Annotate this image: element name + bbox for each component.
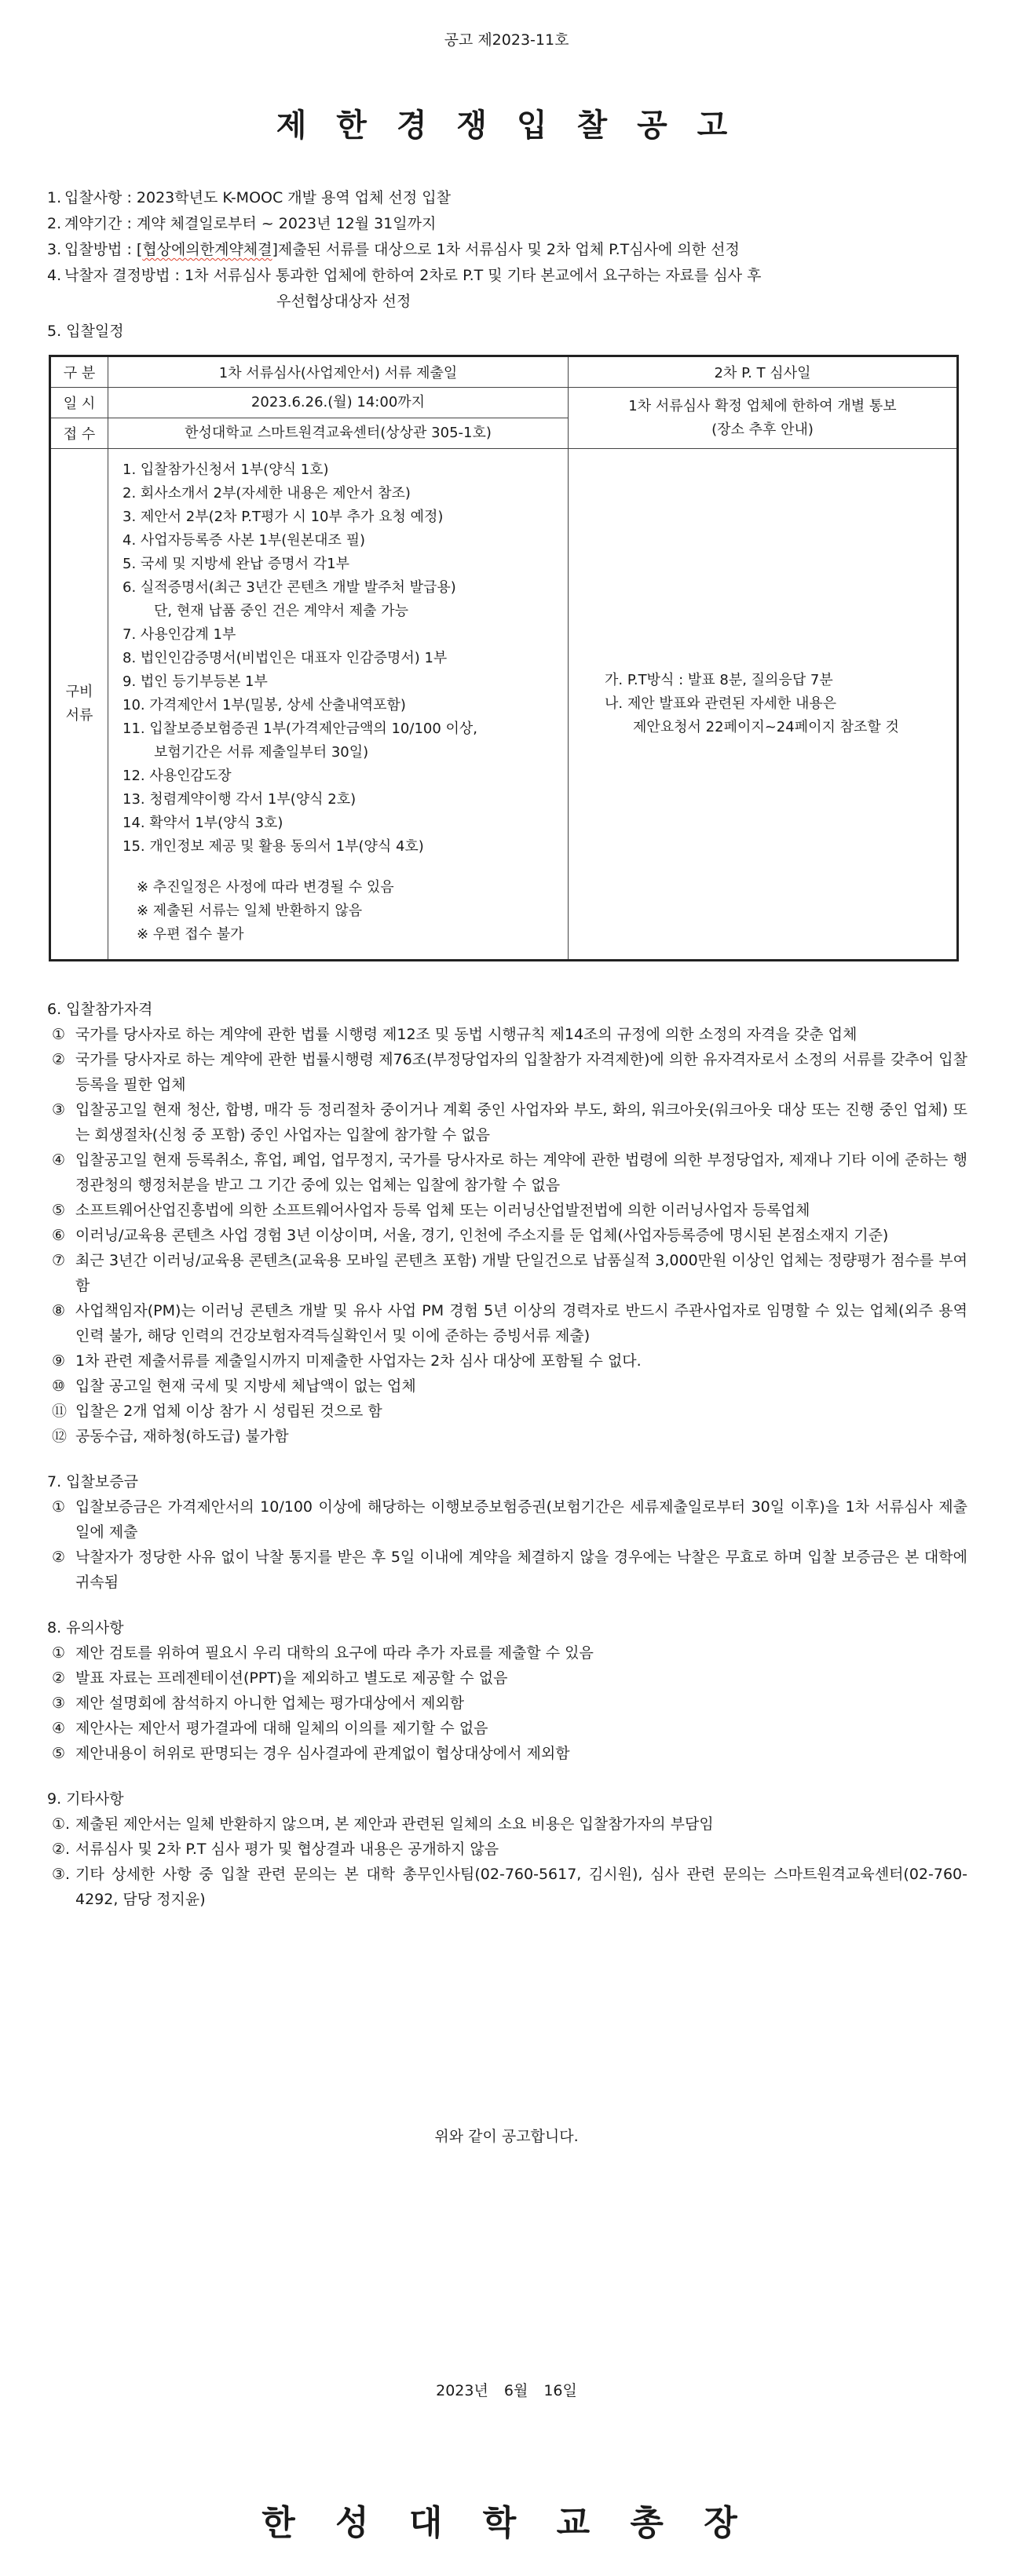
item-marker: ④ xyxy=(52,1151,66,1169)
item-text: 제안 검토를 위하여 필요시 우리 대학의 요구에 따라 추가 자료를 제출할 수 있음 xyxy=(75,1644,594,1662)
summary-item-4 xyxy=(47,263,974,289)
item-marker: ⑤ xyxy=(52,1745,66,1762)
item-marker: ⑧ xyxy=(52,1302,66,1319)
item-text: 기타 상세한 사항 중 입찰 관련 문의는 본 대학 총무인사팀(02-760-5617, 김시원), 심사 관련 문의는 스마트원격교육센터(02-760-4292, 담당 정지윤) xyxy=(75,1866,967,1908)
item-text: 제안내용이 허위로 판명되는 경우 심사결과에 관계없이 협상대상에서 제외함 xyxy=(75,1745,570,1762)
list-item xyxy=(47,1716,967,1741)
list-item: 3. 제안서 2부(2차 P.T평가 시 10부 추가 요청 예정) xyxy=(123,509,444,525)
stage2-line: 1차 서류심사 확정 업체에 한하여 개별 통보 xyxy=(628,397,897,414)
note-item: ※ 추진일정은 사정에 따라 변경될 수 있음 xyxy=(137,879,394,896)
item-marker: ⑥ xyxy=(52,1227,66,1244)
row-label-date: 일 시 xyxy=(50,388,108,418)
header-cell-stage1: 1차 서류심사(사업제안서) 서류 제출일 xyxy=(108,356,569,388)
item-text xyxy=(64,237,740,263)
schedule-title: 5. 입찰일정 xyxy=(47,323,124,340)
other-list xyxy=(47,1812,967,1912)
item-marker: ④ xyxy=(52,1720,66,1737)
item-text: 제안 설명회에 참석하지 아니한 업체는 평가대상에서 제외함 xyxy=(75,1695,465,1712)
section-title-cautions: 8. 유의사항 xyxy=(47,1619,124,1636)
header-cell-stage2: 2차 P. T 심사일 xyxy=(569,356,958,388)
item-text: 이러닝/교육용 콘텐츠 사업 경험 3년 이상이며, 서울, 경기, 인천에 주소지를 둔 업체(사업자등록증에 명시된 본점소재지 기준) xyxy=(75,1227,889,1244)
item-text: 입찰공고일 현재 청산, 합병, 매각 등 정리절차 중이거나 계획 중인 사업자와 부도, 화의, 워크아웃(워크아웃 대상 또는 진행 중인 업체) 또는 회생절차(신청 중 포함) 중인 사업자는 입찰에 참가할 수 없음 xyxy=(75,1101,967,1144)
schedule-notes xyxy=(123,876,557,947)
pt-line: 나. 제안 발표와 관련된 자세한 내용은 xyxy=(605,695,837,712)
item-text: 1차 관련 제출서류를 제출일시까지 미제출한 사업자는 2차 심사 대상에 포함될 수 없다. xyxy=(75,1352,642,1370)
item-number: 3. xyxy=(47,241,62,258)
item-text: 입찰보증금은 가격제안서의 10/100 이상에 해당하는 이행보증보험증권(보험기간은 세류제출일로부터 30일 이후)을 1차 서류심사 제출일에 제출 xyxy=(75,1498,967,1541)
list-item: 10. 가격제안서 1부(밀봉, 상세 산출내역포함) xyxy=(123,697,406,713)
item-marker: ① xyxy=(52,1498,66,1516)
list-item: 7. 사용인감계 1부 xyxy=(123,626,236,643)
item-continuation: 우선협상대상자 선정 xyxy=(276,293,411,310)
item-text-pre: 입찰방법 : [ xyxy=(64,241,143,258)
list-item xyxy=(47,1399,967,1424)
list-item xyxy=(47,1691,967,1716)
item-text-highlight: 협상에의한계약체결 xyxy=(142,241,272,258)
list-item: 12. 사용인감도장 xyxy=(123,768,232,784)
date-value: 2023.6.26.(월) 14:00까지 xyxy=(108,388,569,418)
page-title: 제 한 경 쟁 입 찰 공 고 xyxy=(276,108,737,144)
item-marker: ② xyxy=(52,1051,66,1068)
header-cell-label: 구 분 xyxy=(50,356,108,388)
list-item xyxy=(47,1741,967,1766)
section-title-qualifications: 6. 입찰참가자격 xyxy=(47,1001,153,1018)
list-item: 8. 법인인감증명서(비법인은 대표자 인감증명서) 1부 xyxy=(123,650,448,666)
pt-line: 제안요청서 22페이지~24페이지 참조할 것 xyxy=(633,719,899,735)
item-marker: ⑪ xyxy=(52,1403,68,1420)
item-text: 사업책임자(PM)는 이러닝 콘텐츠 개발 및 유사 사업 PM 경험 5년 이상의 경력자로 반드시 주관사업자로 임명할 수 있는 업체(외주 용역 인력 불가, 해당 인력의 건강보험자격득실확인서 및 이에 준하는 증빙서류 제출) xyxy=(75,1302,967,1345)
item-text: 입찰공고일 현재 등록취소, 휴업, 폐업, 업무정지, 국가를 당사자로 하는 계약에 관한 법령에 의한 부정당업자, 제재나 기타 이에 준하는 행정관청의 행정처분을 받고 그 기간 중에 있는 업체는 입찰에 참가할 수 없음 xyxy=(75,1151,967,1194)
list-item xyxy=(47,1640,967,1666)
list-item: 13. 청렴계약이행 각서 1부(양식 2호) xyxy=(123,791,357,808)
summary-item-1 xyxy=(47,185,974,211)
item-text: 국가를 당사자로 하는 계약에 관한 법률 시행령 제12조 및 동법 시행규칙 제14조의 규정에 의한 소정의 자격을 갖춘 업체 xyxy=(75,1026,858,1043)
list-item: 단, 현재 납품 중인 건은 계약서 제출 가능 xyxy=(154,603,408,619)
item-marker: ⑤ xyxy=(52,1202,66,1219)
list-item xyxy=(47,1022,967,1047)
list-item xyxy=(47,1223,967,1248)
summary-item-2 xyxy=(47,211,974,237)
list-item: 14. 확약서 1부(양식 3호) xyxy=(123,815,283,831)
list-item xyxy=(47,1374,967,1399)
qualification-list xyxy=(47,1022,967,1449)
list-item: 6. 실적증명서(최근 3년간 콘텐츠 개발 발주처 발급용) xyxy=(123,579,456,596)
item-marker: ① xyxy=(52,1026,66,1043)
item-marker: ①. xyxy=(52,1815,71,1833)
place-value: 한성대학교 스마트원격교육센터(상상관 305-1호) xyxy=(108,418,569,449)
summary-item-3 xyxy=(47,237,974,263)
item-text: 공동수급, 재하청(하도급) 불가함 xyxy=(75,1428,289,1445)
item-marker: ⑦ xyxy=(52,1252,66,1269)
item-marker: ②. xyxy=(52,1841,71,1858)
list-item: 보험기간은 서류 제출일부터 30일) xyxy=(154,744,369,761)
list-item xyxy=(47,1348,967,1374)
table-row-date xyxy=(50,388,958,418)
item-marker: ③ xyxy=(52,1101,66,1118)
item-text: 소프트웨어산업진흥법에 의한 소프트웨어사업자 등록 업체 또는 이러닝산업발전법에 의한 이러닝사업자 등록업체 xyxy=(75,1202,810,1219)
list-item xyxy=(47,1494,967,1545)
list-item xyxy=(47,1545,967,1595)
list-item: 11. 입찰보증보험증권 1부(가격제안금액의 10/100 이상, xyxy=(123,721,478,737)
caution-list xyxy=(47,1640,967,1766)
stage2-line: (장소 추후 안내) xyxy=(711,421,814,438)
item-number: 1. xyxy=(47,189,62,206)
deposit-list xyxy=(47,1494,967,1595)
item-marker: ③ xyxy=(52,1695,66,1712)
row-label-docs xyxy=(50,449,108,961)
item-marker: ⑨ xyxy=(52,1352,66,1370)
item-text: 최근 3년간 이러닝/교육용 콘텐츠(교육용 모바일 콘텐츠 포함) 개발 단일건으로 납품실적 3,000만원 이상인 업체는 정량평가 점수를 부여함 xyxy=(75,1252,967,1294)
row-label-docs-line: 구비 xyxy=(65,684,93,700)
item-number: 2. xyxy=(47,215,62,232)
list-item: 9. 법인 등기부등본 1부 xyxy=(123,673,268,690)
list-item xyxy=(47,1047,967,1097)
list-item xyxy=(47,1097,967,1148)
list-item xyxy=(47,1424,967,1449)
note-item: ※ 우편 접수 불가 xyxy=(137,926,244,943)
list-item: 2. 회사소개서 2부(자세한 내용은 제안서 참조) xyxy=(123,485,411,502)
item-marker: ② xyxy=(52,1669,66,1687)
item-marker: ② xyxy=(52,1549,66,1566)
pt-method-info xyxy=(569,449,958,961)
item-marker: ⑩ xyxy=(52,1377,66,1395)
pt-line: 가. P.T방식 : 발표 8분, 질의응답 7분 xyxy=(605,672,833,688)
list-item xyxy=(47,1248,967,1298)
closing-statement: 위와 같이 공고합니다. xyxy=(434,2128,579,2145)
table-row-docs xyxy=(50,449,958,961)
list-item: 1. 입찰참가신청서 1부(양식 1호) xyxy=(123,462,329,478)
summary-list xyxy=(47,185,974,315)
item-text: 발표 자료는 프레젠테이션(PPT)을 제외하고 별도로 제공할 수 없음 xyxy=(75,1669,508,1687)
table-header-row xyxy=(50,356,958,388)
list-item xyxy=(47,1148,967,1198)
list-item: 4. 사업자등록증 사본 1부(원본대조 필) xyxy=(123,532,365,549)
list-item xyxy=(47,1198,967,1223)
item-marker: ① xyxy=(52,1644,66,1662)
list-item: 5. 국세 및 지방세 완납 증명서 각1부 xyxy=(123,556,349,572)
detail-sections xyxy=(47,997,967,1912)
spacer xyxy=(47,1449,967,1469)
item-text: 낙찰자가 정당한 사유 없이 낙찰 통지를 받은 후 5일 이내에 계약을 체결하지 않을 경우에는 낙찰은 무효로 하며 입찰 보증금은 본 대학에 귀속됨 xyxy=(75,1549,967,1591)
item-marker: ⑫ xyxy=(52,1428,68,1445)
list-item xyxy=(47,1298,967,1348)
row-label-docs-line: 서류 xyxy=(65,707,93,724)
list-item xyxy=(47,1666,967,1691)
item-text: 입찰사항 : 2023학년도 K-MOOC 개발 용역 업체 선정 입찰 xyxy=(64,189,451,206)
notice-date: 2023년 6월 16일 xyxy=(436,2382,577,2399)
item-number: 4. xyxy=(47,267,62,284)
list-item: 15. 개인정보 제공 및 활용 동의서 1부(양식 4호) xyxy=(123,838,424,855)
spacer xyxy=(47,1766,967,1786)
item-text: 입찰은 2개 업체 이상 참가 시 성립된 것으로 함 xyxy=(75,1403,382,1420)
item-text: 제출된 제안서는 일체 반환하지 않으며, 본 제안과 관련된 일체의 소요 비용은 입찰참가자의 부담임 xyxy=(75,1815,714,1833)
note-item: ※ 제출된 서류는 일체 반환하지 않음 xyxy=(137,903,363,919)
list-item xyxy=(47,1862,967,1912)
issuer-name: 한 성 대 학 교 총 장 xyxy=(261,2503,752,2543)
required-documents xyxy=(108,449,569,961)
stage2-info xyxy=(569,388,958,449)
list-item xyxy=(47,1812,967,1837)
item-text: 국가를 당사자로 하는 계약에 관한 법률시행령 제76조(부정당업자의 입찰참가 자격제한)에 의한 유자격자로서 소정의 서류를 갖추어 입찰등록을 필한 업체 xyxy=(75,1051,967,1093)
item-text: 제안사는 제안서 평가결과에 대해 일체의 이의를 제기할 수 없음 xyxy=(75,1720,488,1737)
item-text: 입찰 공고일 현재 국세 및 지방세 체납액이 없는 업체 xyxy=(75,1377,416,1395)
item-text: 서류심사 및 2차 P.T 심사 평가 및 협상결과 내용은 공개하지 않음 xyxy=(75,1841,499,1858)
item-text: 낙찰자 결정방법 : 1차 서류심사 통과한 업체에 한하여 2차로 P.T 및 기타 본교에서 요구하는 자료를 심사 후 xyxy=(64,267,762,284)
section-title-others: 9. 기타사항 xyxy=(47,1790,124,1808)
item-text-post: ]제출된 서류를 대상으로 1차 서류심사 및 2차 업체 P.T심사에 의한 선정 xyxy=(272,241,740,258)
notice-number: 공고 제2023-11호 xyxy=(444,31,569,49)
list-item xyxy=(47,1837,967,1862)
schedule-table xyxy=(49,355,959,961)
item-marker: ③. xyxy=(52,1866,71,1883)
item-text: 계약기간 : 계약 체결일로부터 ~ 2023년 12월 31일까지 xyxy=(64,215,437,232)
row-label-place: 접 수 xyxy=(50,418,108,449)
section-title-deposit: 7. 입찰보증금 xyxy=(47,1473,138,1491)
spacer xyxy=(47,1595,967,1615)
